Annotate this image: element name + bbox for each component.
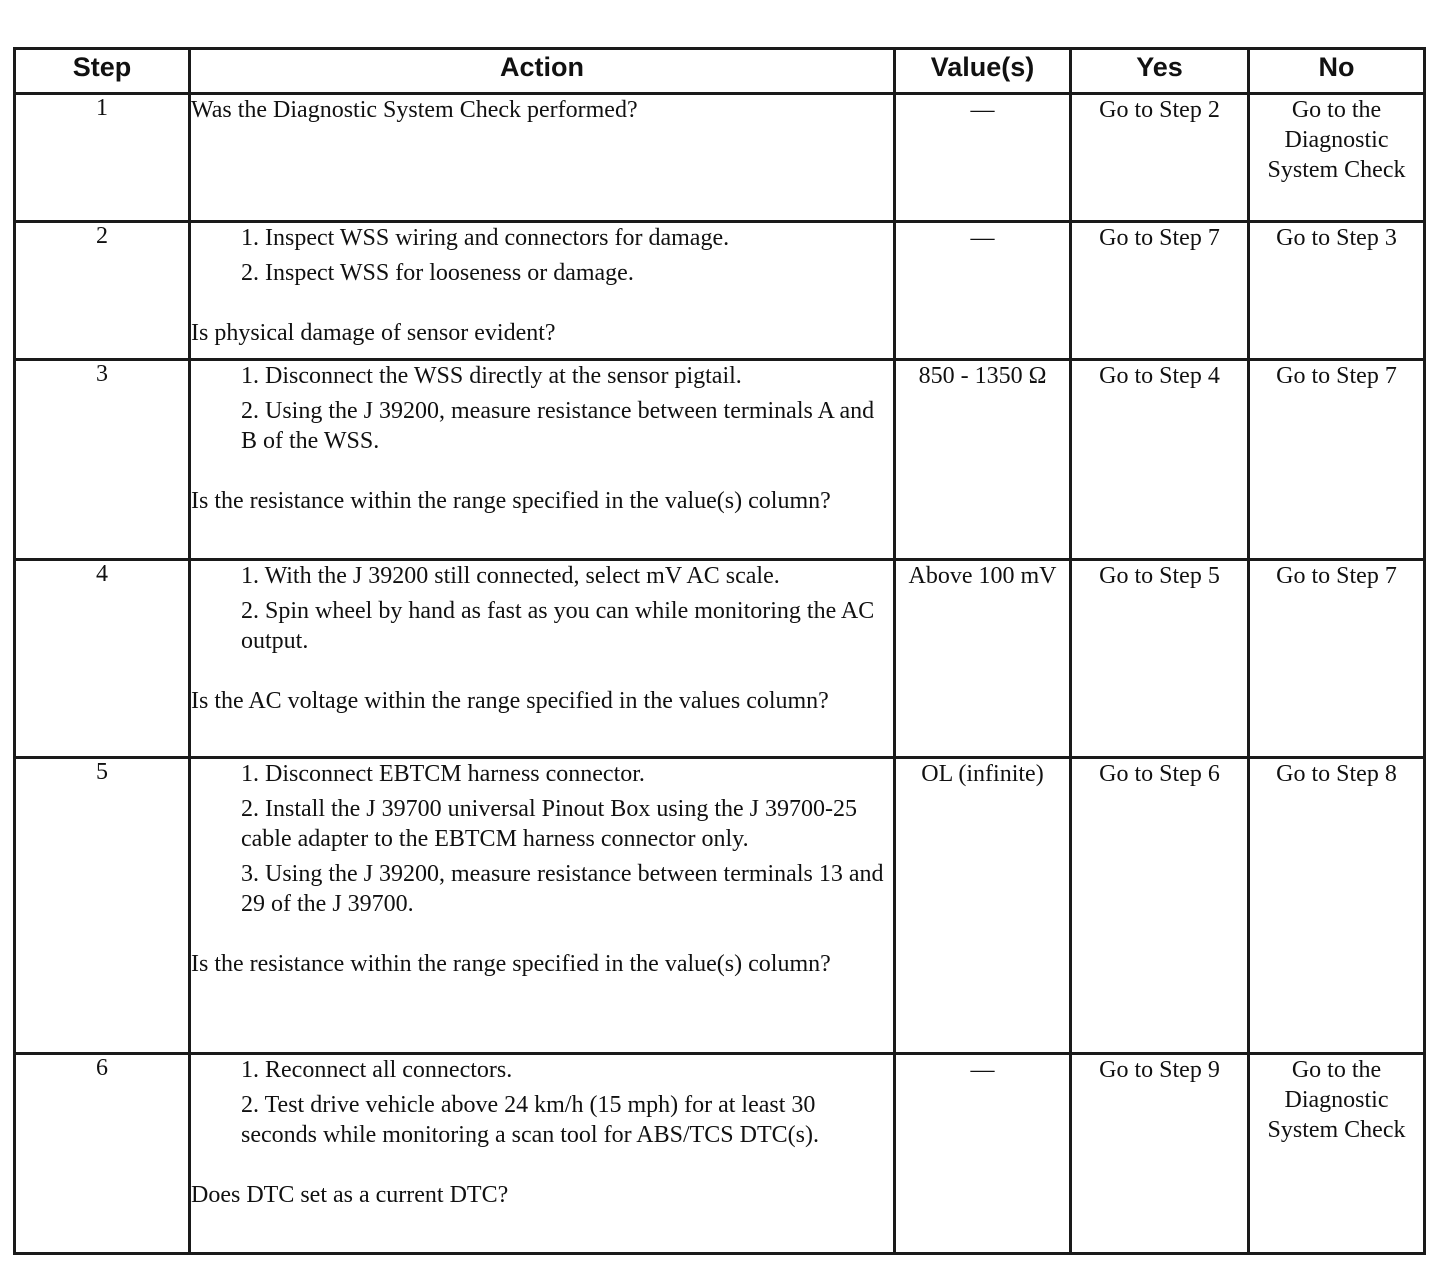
action-step: 2. Install the J 39700 universal Pinout Box using the J 39700-25 cable adapter to the EBTCM harness connector only. [241, 796, 857, 852]
table-row [15, 94, 1425, 222]
action-cell [190, 1054, 895, 1254]
table-row [15, 222, 1425, 360]
header-action: Action [190, 49, 895, 94]
step-number: 4 [15, 560, 190, 758]
table-row [15, 1054, 1425, 1254]
no-cell: Go to Step 7 [1249, 560, 1425, 758]
action-steps-list [191, 361, 893, 456]
action-question: Is the resistance within the range specified in the value(s) column? [191, 951, 831, 977]
value-cell: — [895, 94, 1071, 222]
yes-cell: Go to Step 6 [1071, 758, 1249, 1054]
header-no: No [1249, 49, 1425, 94]
action-question: Was the Diagnostic System Check performed? [191, 97, 638, 123]
action-step: 2. Inspect WSS for looseness or damage. [241, 260, 634, 286]
header-row [15, 49, 1425, 94]
step-number: 2 [15, 222, 190, 360]
action-step: 1. Disconnect the WSS directly at the sensor pigtail. [241, 363, 742, 389]
action-steps-list [191, 759, 893, 919]
yes-cell: Go to Step 9 [1071, 1054, 1249, 1254]
no-cell: Go to the Diagnostic System Check [1249, 94, 1425, 222]
action-steps-list [191, 561, 893, 656]
value-cell: — [895, 1054, 1071, 1254]
action-cell [190, 360, 895, 560]
value-cell: — [895, 222, 1071, 360]
action-steps-list [191, 1055, 893, 1150]
action-cell [190, 560, 895, 758]
action-cell [190, 758, 895, 1054]
no-cell: Go to Step 7 [1249, 360, 1425, 560]
table-header [15, 49, 1425, 94]
action-question: Is the resistance within the range specified in the value(s) column? [191, 488, 831, 514]
value-cell: Above 100 mV [895, 560, 1071, 758]
action-step: 2. Spin wheel by hand as fast as you can while monitoring the AC output. [241, 598, 875, 654]
action-question: Does DTC set as a current DTC? [191, 1182, 509, 1208]
action-step: 3. Using the J 39200, measure resistance between terminals 13 and 29 of the J 39700. [241, 861, 884, 917]
yes-cell: Go to Step 2 [1071, 94, 1249, 222]
table-row [15, 560, 1425, 758]
action-question: Is physical damage of sensor evident? [191, 320, 556, 346]
header-step: Step [15, 49, 190, 94]
yes-cell: Go to Step 7 [1071, 222, 1249, 360]
table-row [15, 360, 1425, 560]
value-cell: 850 - 1350 Ω [895, 360, 1071, 560]
step-number: 5 [15, 758, 190, 1054]
table-body [15, 94, 1425, 1254]
diagnostic-table [13, 47, 1426, 1255]
action-cell [190, 222, 895, 360]
action-step: 1. Reconnect all connectors. [241, 1057, 513, 1083]
step-number: 6 [15, 1054, 190, 1254]
yes-cell: Go to Step 4 [1071, 360, 1249, 560]
value-cell: OL (infinite) [895, 758, 1071, 1054]
header-value: Value(s) [895, 49, 1071, 94]
action-step: 1. With the J 39200 still connected, select mV AC scale. [241, 563, 780, 589]
step-number: 3 [15, 360, 190, 560]
action-step: 1. Disconnect EBTCM harness connector. [241, 761, 645, 787]
step-number: 1 [15, 94, 190, 222]
action-step: 2. Using the J 39200, measure resistance between terminals A and B of the WSS. [241, 398, 875, 454]
action-step: 2. Test drive vehicle above 24 km/h (15 mph) for at least 30 seconds while monitoring a scan tool for ABS/TCS DTC(s). [241, 1092, 819, 1148]
action-question: Is the AC voltage within the range specified in the values column? [191, 688, 829, 714]
action-steps-list [191, 223, 893, 288]
table-row [15, 758, 1425, 1054]
header-yes: Yes [1071, 49, 1249, 94]
no-cell: Go to Step 8 [1249, 758, 1425, 1054]
no-cell: Go to Step 3 [1249, 222, 1425, 360]
action-cell [190, 94, 895, 222]
yes-cell: Go to Step 5 [1071, 560, 1249, 758]
no-cell: Go to the Diagnostic System Check [1249, 1054, 1425, 1254]
action-step: 1. Inspect WSS wiring and connectors for damage. [241, 225, 730, 251]
